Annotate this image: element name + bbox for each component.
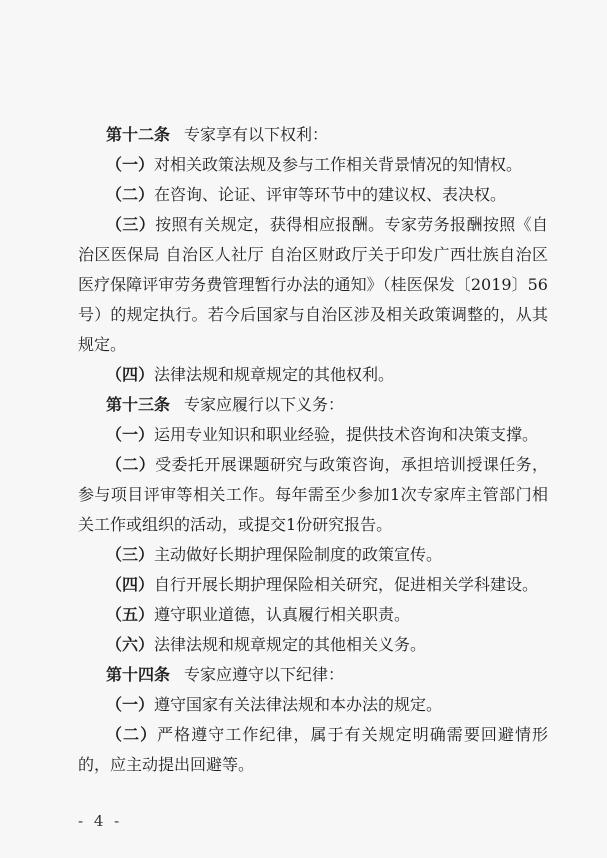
- article-12-heading: [78, 120, 548, 150]
- article-13-item-5: [78, 600, 548, 630]
- item-marker: （一）: [106, 695, 155, 714]
- article-number: 第十二条: [106, 125, 171, 144]
- item-marker: （三）: [106, 545, 155, 564]
- article-number: 第十三条: [106, 395, 171, 414]
- item-text: 遵守职业道德，认真履行相关职责。: [154, 605, 411, 624]
- document-body: [78, 120, 548, 780]
- item-text: 受委托开展课题研究与政策咨询，承担培训授课任务，参与项目评审等相关工作。每年需至少参加1次专家库主管部门相关工作或组织的活动，或提交1份研究报告。: [78, 455, 548, 534]
- item-marker: （四）: [106, 575, 155, 594]
- item-text: 运用专业知识和职业经验，提供技术咨询和决策支撑。: [154, 425, 539, 444]
- article-13-item-4: [78, 570, 548, 600]
- article-12-item-1: [78, 150, 548, 180]
- item-marker: （三）: [106, 215, 156, 234]
- item-text: 自行开展长期护理保险相关研究，促进相关学科建设。: [154, 575, 539, 594]
- article-13-item-6: [78, 630, 548, 660]
- article-12-item-3: [78, 210, 548, 360]
- item-text: 严格遵守工作纪律，属于有关规定明确需要回避情形的，应主动提出回避等。: [78, 725, 548, 774]
- item-marker: （一）: [106, 155, 155, 174]
- article-number: 第十四条: [106, 665, 171, 684]
- item-marker: （二）: [106, 455, 156, 474]
- article-14-heading: [78, 660, 548, 690]
- article-14-item-2: [78, 720, 548, 780]
- article-14-item-1: [78, 690, 548, 720]
- item-marker: （六）: [106, 635, 155, 654]
- item-text: 对相关政策法规及参与工作相关背景情况的知情权。: [154, 155, 523, 174]
- article-13-item-1: [78, 420, 548, 450]
- article-13-heading: [78, 390, 548, 420]
- article-title: 专家享有以下权利：: [184, 125, 329, 144]
- article-12-item-4: [78, 360, 548, 390]
- page-number: - 4 -: [78, 812, 123, 830]
- item-marker: （五）: [106, 605, 155, 624]
- item-marker: （四）: [106, 365, 155, 384]
- item-text: 按照有关规定，获得相应报酬。专家劳务报酬按照《自治区医保局 自治区人社厅 自治区财政厅关于印发广西壮族自治区医疗保障评审劳务费管理暂行办法的通知》（桂医保发〔2019〕56号）的规定执行。若今后国家与自治区涉及相关政策调整的，从其规定。: [78, 215, 548, 354]
- item-marker: （一）: [106, 425, 155, 444]
- item-marker: （二）: [106, 185, 155, 204]
- article-title: 专家应履行以下义务：: [184, 395, 345, 414]
- item-text: 主动做好长期护理保险制度的政策宣传。: [154, 545, 443, 564]
- item-marker: （二）: [106, 725, 158, 744]
- item-text: 法律法规和规章规定的其他权利。: [154, 365, 395, 384]
- item-text: 法律法规和规章规定的其他相关义务。: [154, 635, 427, 654]
- item-text: 遵守国家有关法律法规和本办法的规定。: [154, 695, 443, 714]
- article-title: 专家应遵守以下纪律：: [184, 665, 345, 684]
- article-13-item-2: [78, 450, 548, 540]
- article-12-item-2: [78, 180, 548, 210]
- article-13-item-3: [78, 540, 548, 570]
- item-text: 在咨询、论证、评审等环节中的建议权、表决权。: [154, 185, 507, 204]
